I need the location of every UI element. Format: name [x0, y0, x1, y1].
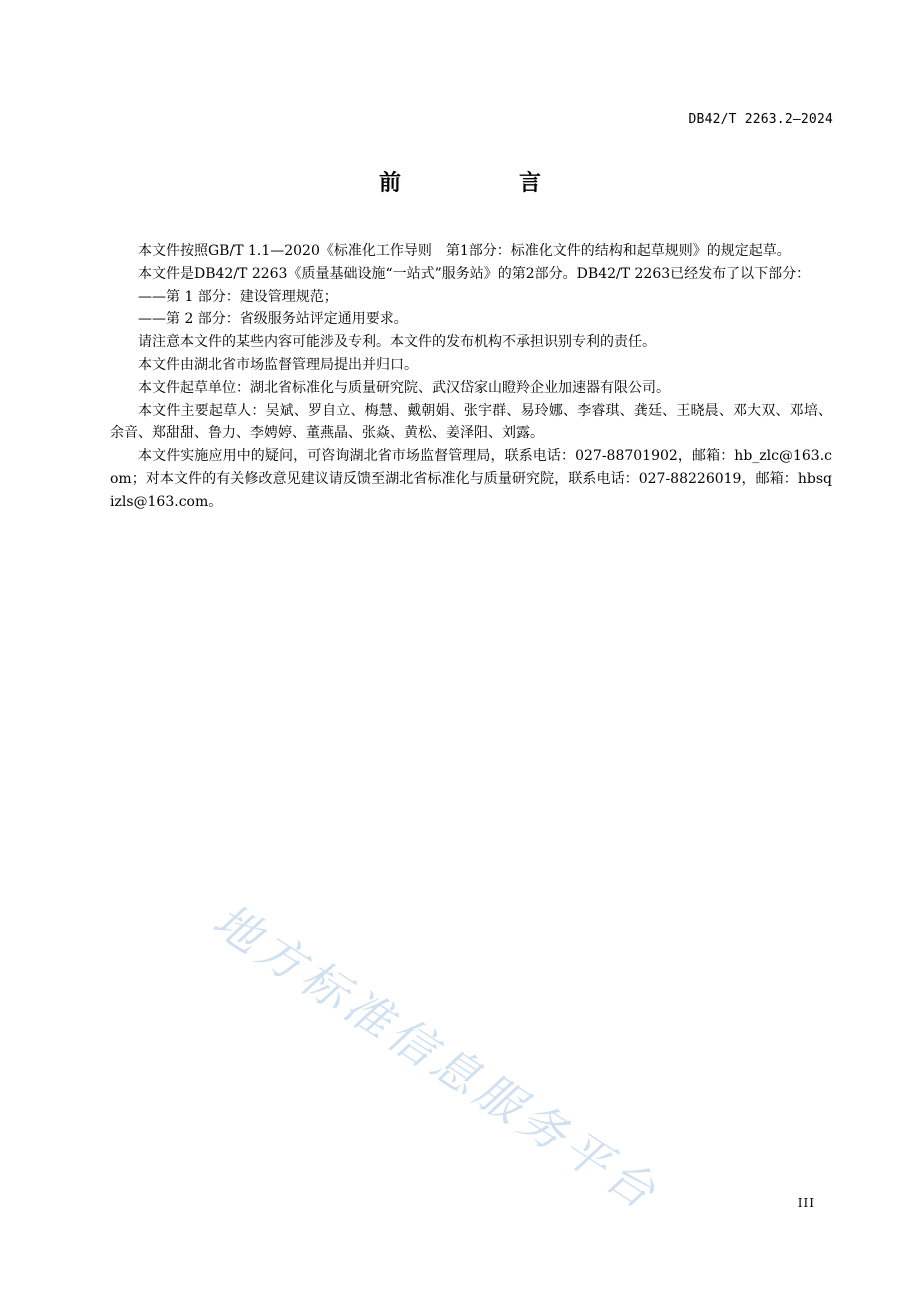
foreword-body: [110, 240, 832, 514]
document-code: DB42/T 2263.2—2024: [688, 112, 833, 127]
paragraph-contact: 本文件实施应用中的疑问，可咨询湖北省市场监督管理局，联系电话：027-88701902，邮箱：hb_zlc@163.com；对本文件的有关修改意见建议请反馈至湖北省标准化与质量研究院，联系电话：027-88226019，邮箱：hbsqizls@163.com。: [110, 448, 832, 510]
watermark: 地方标准信息服务平台: [203, 892, 670, 1222]
list-item-part-1: ——第 1 部分：建设管理规范；: [138, 288, 338, 305]
paragraph-drafting-basis: 本文件按照GB/T 1.1—2020《标准化工作导则 第1部分：标准化文件的结构和起草规则》的规定起草。: [138, 243, 791, 259]
paragraph-proposer: 本文件由湖北省市场监督管理局提出并归口。: [138, 356, 418, 373]
paragraph-patent-notice: 请注意本文件的某些内容可能涉及专利。本文件的发布机构不承担识别专利的责任。: [138, 334, 656, 351]
paragraph-drafters: 本文件主要起草人：吴斌、罗自立、梅慧、戴朝娟、张宇群、易玲娜、李睿琪、龚廷、王晓晨、邓大双、邓培、余音、郑甜甜、鲁力、李娉婷、董燕晶、张焱、黄松、姜泽阳、刘露。: [110, 402, 832, 442]
list-item-part-2: ——第 2 部分：省级服务站评定通用要求。: [138, 311, 408, 328]
page-title: 前 言: [378, 171, 589, 196]
paragraph-drafting-units: 本文件起草单位：湖北省标准化与质量研究院、武汉岱家山瞪羚企业加速器有限公司。: [138, 379, 670, 396]
page-number: III: [797, 1196, 815, 1210]
paragraph-series-part: 本文件是DB42/T 2263《质量基础设施“一站式”服务站》的第2部分。DB42/T 2263已经发布了以下部分：: [138, 265, 811, 282]
